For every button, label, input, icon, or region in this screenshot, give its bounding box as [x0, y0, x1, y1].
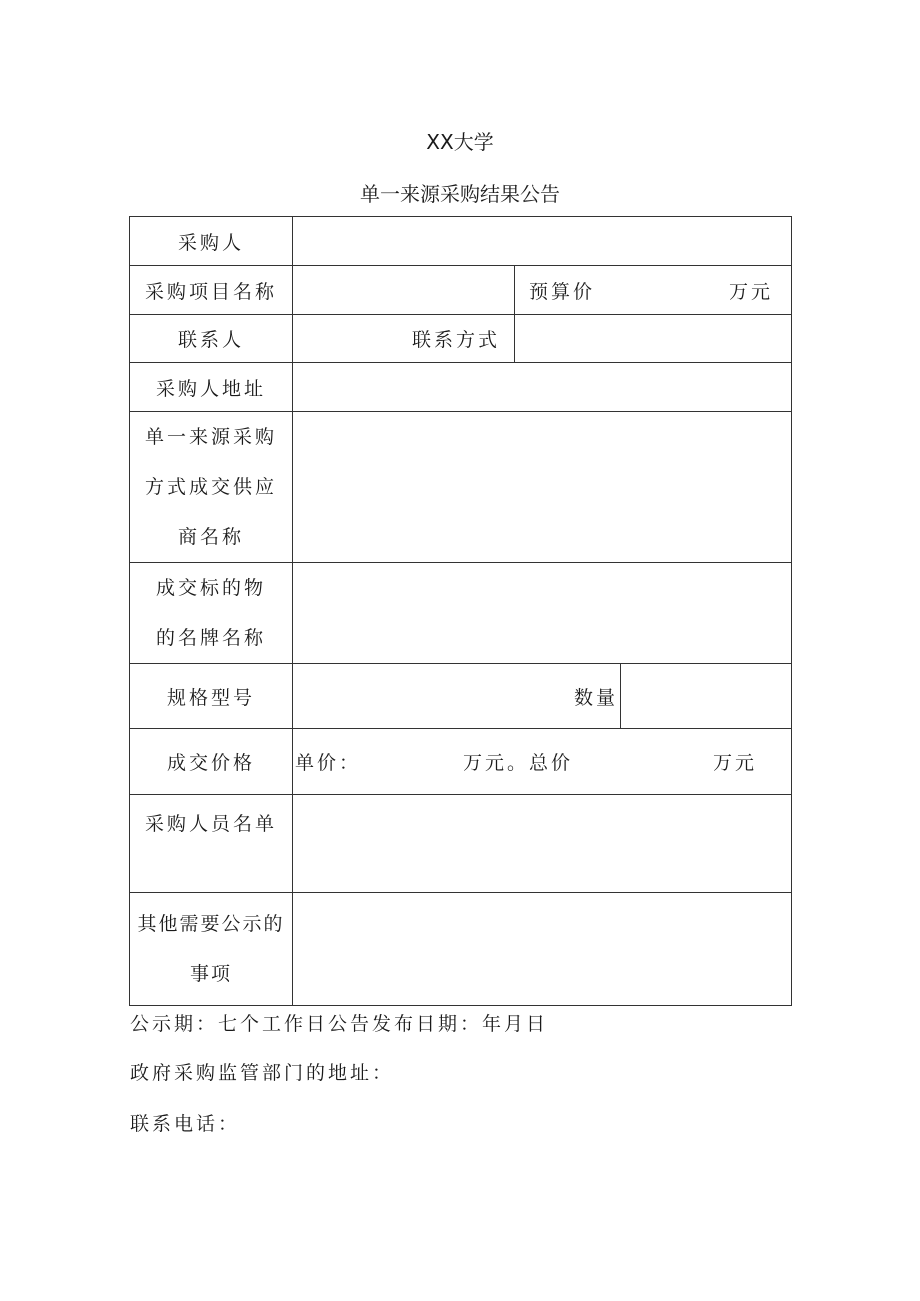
label-contact-method: 联系方式	[293, 315, 515, 363]
footer-authority-address: 政府采购监管部门的地址：	[130, 1062, 395, 1084]
label-spec-model: 规格型号	[130, 664, 293, 729]
field-purchaser-address[interactable]	[293, 363, 792, 412]
footer-phone: 联系电话：	[130, 1113, 241, 1135]
label-budget: 预算价	[529, 280, 596, 303]
label-purchaser-address: 采购人地址	[130, 363, 293, 412]
label-supplier-line-3: 商名称	[177, 526, 244, 548]
row-other	[130, 893, 792, 1006]
row-supplier	[130, 412, 792, 563]
budget-unit: 万元	[729, 280, 774, 303]
row-price	[130, 729, 792, 795]
label-project-name: 采购项目名称	[130, 266, 293, 315]
row-contact	[130, 315, 792, 363]
field-quantity[interactable]	[621, 664, 792, 729]
label-supplier-line-1: 单一来源采购	[144, 426, 277, 448]
field-purchaser[interactable]	[293, 217, 792, 266]
label-other-line-2: 事项	[189, 963, 232, 985]
label-other-line-1: 其他需要公示的	[137, 913, 285, 935]
label-unit-price-tail: 万元。总价	[463, 752, 574, 774]
field-project-name[interactable]	[293, 266, 515, 315]
label-quantity: 数量	[573, 686, 618, 709]
field-staff-list[interactable]	[293, 795, 792, 893]
field-supplier-name[interactable]	[293, 412, 792, 563]
label-other-matters	[130, 893, 293, 1006]
row-brand	[130, 563, 792, 664]
spec-quantity-cell[interactable]	[293, 664, 621, 729]
footer-period: 公示期：七个工作日公告发布日期：年月日	[130, 1013, 549, 1035]
label-unit-price: 单价：	[295, 752, 362, 774]
label-staff-list: 采购人员名单	[130, 795, 293, 893]
field-brand-name[interactable]	[293, 563, 792, 664]
label-contact-person: 联系人	[130, 315, 293, 363]
university-name: XX大学	[426, 130, 494, 154]
label-brand-line-1: 成交标的物	[155, 577, 266, 599]
field-contact-method[interactable]	[515, 315, 792, 363]
row-spec	[130, 664, 792, 729]
label-brand-name	[130, 563, 293, 664]
budget-cell[interactable]	[515, 266, 792, 315]
label-supplier-line-2: 方式成交供应	[144, 476, 277, 498]
total-unit: 万元	[713, 752, 758, 774]
label-purchaser: 采购人	[130, 217, 293, 266]
row-project	[130, 266, 792, 315]
label-brand-line-2: 的名牌名称	[155, 627, 266, 649]
row-purchaser	[130, 217, 792, 266]
page-title: 单一来源采购结果公告	[360, 182, 560, 206]
row-address	[130, 363, 792, 412]
announcement-form	[129, 216, 792, 1006]
label-supplier-name	[130, 412, 293, 563]
price-cell[interactable]	[293, 729, 792, 795]
row-staff	[130, 795, 792, 893]
field-other-matters[interactable]	[293, 893, 792, 1006]
label-deal-price: 成交价格	[130, 729, 293, 795]
